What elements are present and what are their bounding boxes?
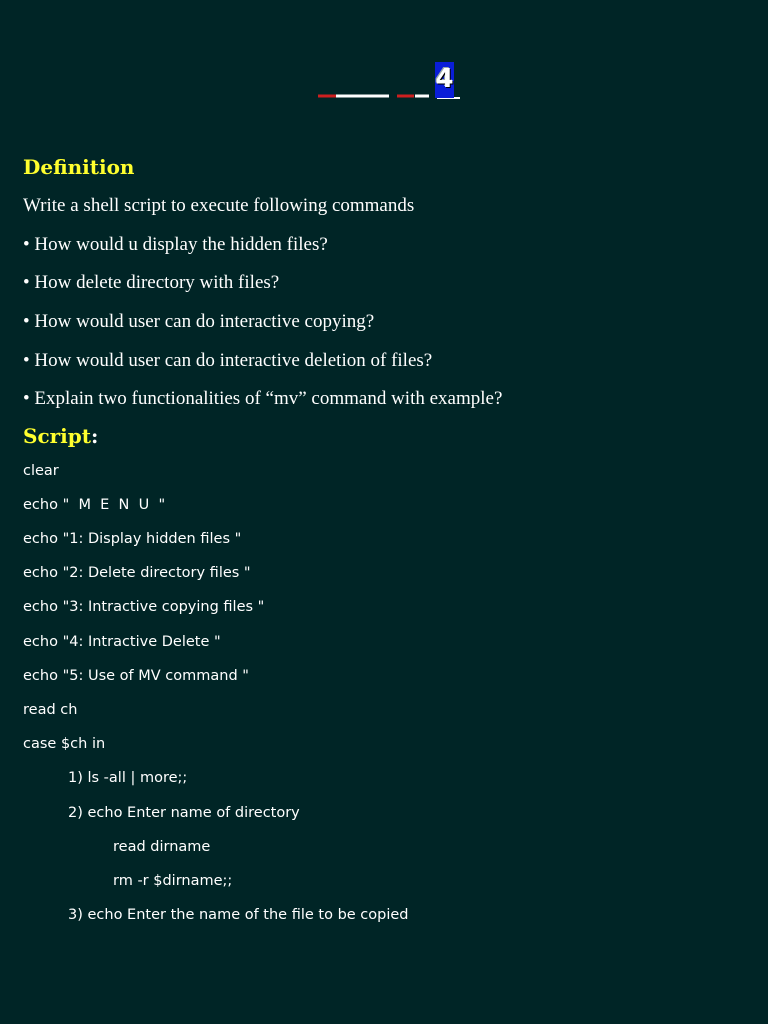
- question-item: • How delete directory with files?: [23, 272, 280, 293]
- question-item: • How would user can do interactive deletion of files?: [23, 350, 433, 371]
- script-line: echo " M E N U ": [23, 497, 166, 513]
- script-heading: [23, 424, 98, 448]
- script-line: echo "5: Use of MV command ": [23, 668, 249, 684]
- script-heading-colon: :: [90, 424, 99, 448]
- question-item: • Explain two functionalities of “mv” command with example?: [23, 388, 503, 409]
- definition-heading: Definition: [23, 155, 135, 179]
- script-line: case $ch in: [23, 736, 106, 752]
- script-line: echo "1: Display hidden files ": [23, 531, 242, 547]
- definition-intro: Write a shell script to execute following commands: [23, 195, 415, 216]
- script-line: 3) echo Enter the name of the file to be copied: [68, 907, 409, 923]
- script-heading-label: Script: [23, 424, 91, 448]
- script-line: 1) ls -all | more;;: [68, 770, 188, 786]
- slide-header-decoration: [316, 62, 466, 104]
- slide-number-badge: 4: [435, 62, 454, 98]
- script-line: read dirname: [113, 839, 211, 855]
- script-line: clear: [23, 463, 59, 479]
- script-line: echo "4: Intractive Delete ": [23, 634, 221, 650]
- script-line: echo "2: Delete directory files ": [23, 565, 251, 581]
- script-line: read ch: [23, 702, 78, 718]
- script-line: rm -r $dirname;;: [113, 873, 233, 889]
- question-item: • How would user can do interactive copying?: [23, 311, 375, 332]
- script-line: 2) echo Enter name of directory: [68, 805, 300, 821]
- script-line: echo "3: Intractive copying files ": [23, 599, 265, 615]
- question-item: • How would u display the hidden files?: [23, 234, 328, 255]
